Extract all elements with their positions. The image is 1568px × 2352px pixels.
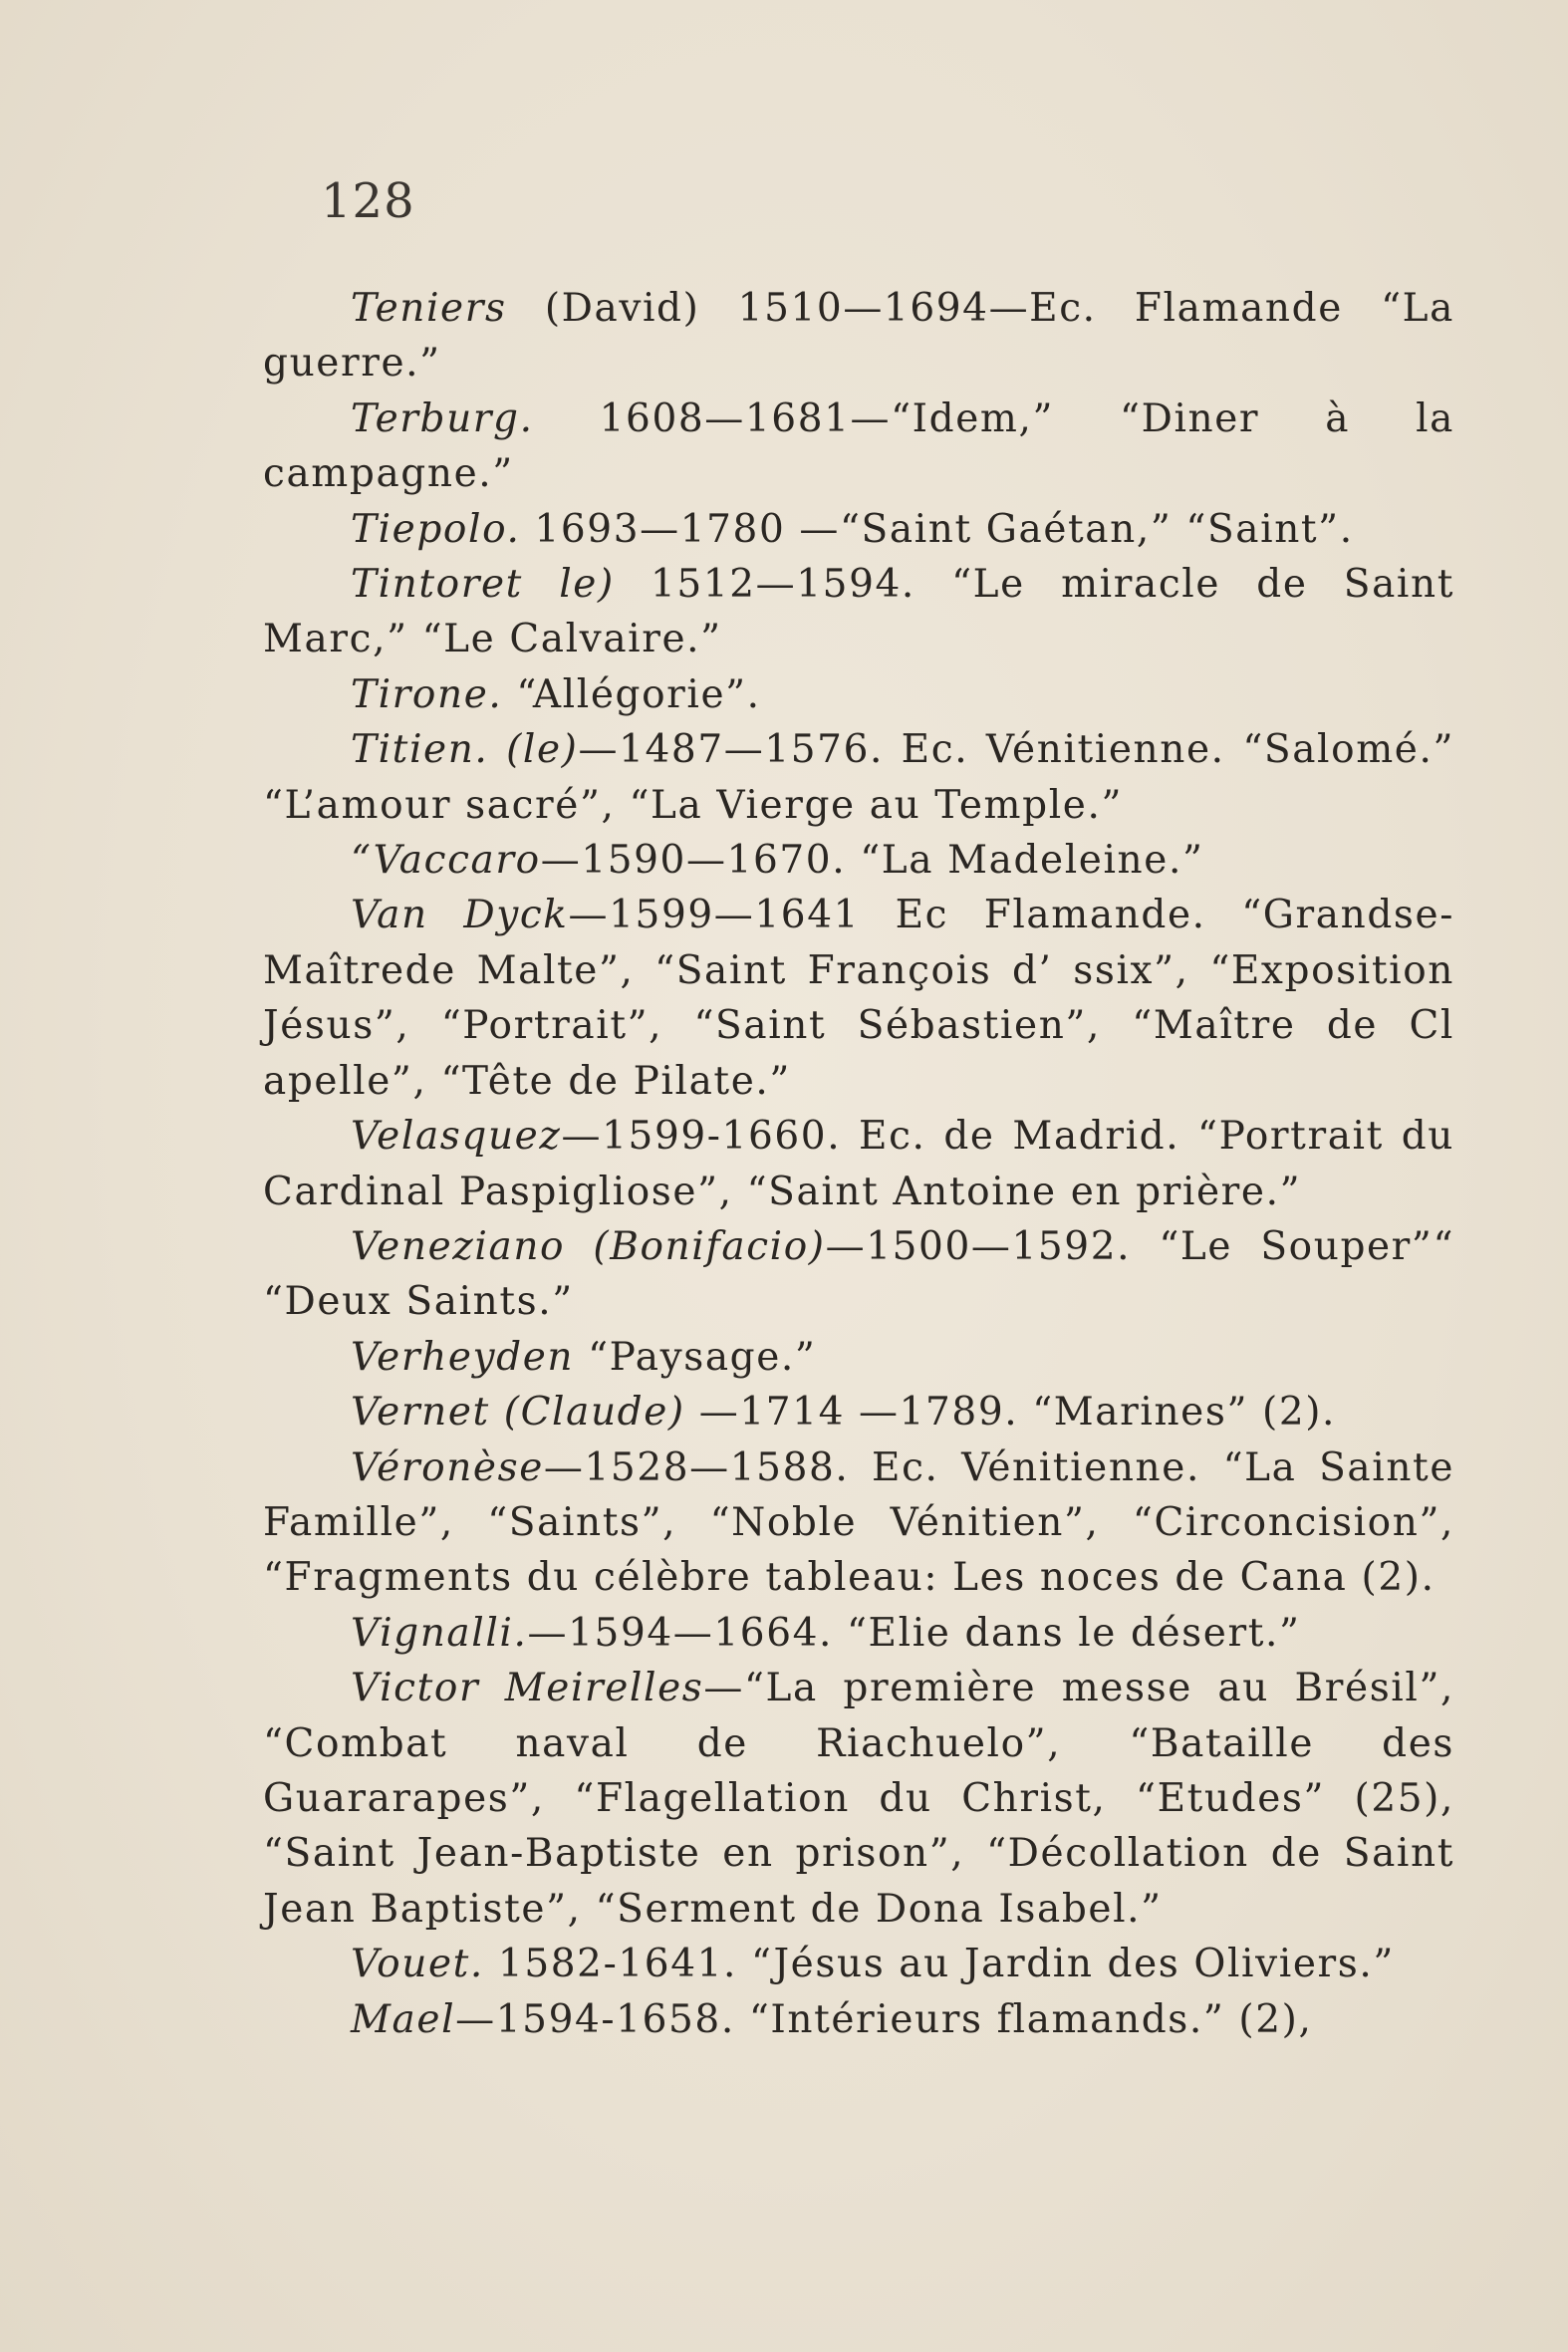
list-entry	[263, 392, 1454, 502]
entry-text: “Allégorie”.	[502, 671, 761, 717]
entry-text: 1582-1641. “Jésus au Jardin des Oliviers.”	[483, 1942, 1395, 1987]
entry-text: 1608—1681—“Idem,” “Diner à la campagne.”	[263, 395, 1454, 497]
list-entry	[263, 1440, 1454, 1606]
list-entry	[263, 1937, 1454, 1991]
entry-text: (David) 1510—1694—Ec. Flamande “La guerre.”	[263, 286, 1454, 387]
list-entry	[263, 1219, 1454, 1330]
list-entry	[263, 888, 1454, 1109]
artist-list	[263, 281, 1454, 2047]
artist-name: Tiepolo.	[351, 506, 521, 552]
artist-name: Tintoret le)	[351, 562, 615, 608]
artist-name: Mael	[351, 1996, 456, 2042]
page-number: 128	[321, 173, 415, 229]
artist-name: Terburg.	[351, 395, 534, 441]
artist-name: Vernet (Claude)	[351, 1390, 685, 1436]
entry-text: —1528—1588. Ec. Vénitienne. “La Sainte Famille”, “Saints”, “Noble Vénitien”, “Circoncision”, “Fragments du célèbre tableau: Les noces de Cana (2).	[263, 1444, 1454, 1601]
entry-text: 1693—1780 —“Saint Gaétan,” “Saint”.	[520, 506, 1354, 552]
entry-text: —1500—1592. “Le Souper”“ “Deux Saints.”	[263, 1223, 1455, 1325]
artist-name: Tirone.	[351, 671, 503, 717]
list-entry	[263, 557, 1454, 667]
entry-text: “Paysage.”	[574, 1334, 817, 1380]
entry-text: —1594-1658. “Intérieurs flamands.” (2),	[455, 1996, 1313, 2042]
entry-text: —1590—1670. “La Madeleine.”	[540, 838, 1204, 884]
list-entry	[263, 1992, 1454, 2047]
artist-name: Verheyden	[351, 1334, 575, 1380]
list-entry	[263, 1661, 1454, 1937]
entry-text: —“La première messe au Brésil”, “Combat naval de Riachuelo”, “Bataille des Guararapes”, “Flagellation du Christ, “Etudes” (25), “Saint Jean-Baptiste en prison”, “Décollation de Saint Jean Baptiste”, “Serment de Dona Isabel.”	[263, 1666, 1454, 1932]
artist-name: Titien. (le)	[351, 727, 579, 773]
list-entry	[263, 667, 1454, 722]
list-entry	[263, 833, 1454, 888]
artist-name: Vignalli.	[351, 1610, 528, 1656]
entry-text: —1599-1660. Ec. de Madrid. “Portrait du Cardinal Paspigliose”, “Saint Antoine en prière.”	[263, 1114, 1454, 1214]
entry-text: —1599—1641 Ec Flamande. “Grandse-Maîtrede Malte”, “Saint François d’ ssix”, “Exposition Jésus”, “Portrait”, “Saint Sébastien”, “Maître de Cl apelle”, “Tête de Pilate.”	[263, 893, 1454, 1104]
list-entry	[263, 502, 1454, 557]
artist-name: Victor Meirelles	[351, 1666, 704, 1711]
list-entry	[263, 1606, 1454, 1661]
artist-name: Véronèse	[351, 1444, 544, 1490]
list-entry	[263, 722, 1454, 833]
list-entry	[263, 1330, 1454, 1385]
artist-name: Teniers	[351, 286, 507, 331]
artist-name: Veneziano (Bonifacio)	[351, 1223, 826, 1269]
list-entry	[263, 1385, 1454, 1439]
entry-text: —1594—1664. “Elie dans le désert.”	[527, 1610, 1301, 1656]
list-entry	[263, 281, 1454, 392]
artist-name: “Vaccaro	[351, 838, 541, 884]
entry-text: —1487—1576. Ec. Vénitienne. “Salomé.” “L’amour sacré”, “La Vierge au Temple.”	[263, 727, 1455, 828]
entry-text: 1512—1594. “Le miracle de Saint Marc,” “Le Calvaire.”	[263, 562, 1454, 662]
list-entry	[263, 1109, 1454, 1219]
artist-name: Velasquez	[351, 1114, 562, 1160]
artist-name: Van Dyck	[351, 893, 569, 938]
artist-name: Vouet.	[351, 1942, 484, 1987]
entry-text: —1714 —1789. “Marines” (2).	[684, 1390, 1337, 1436]
